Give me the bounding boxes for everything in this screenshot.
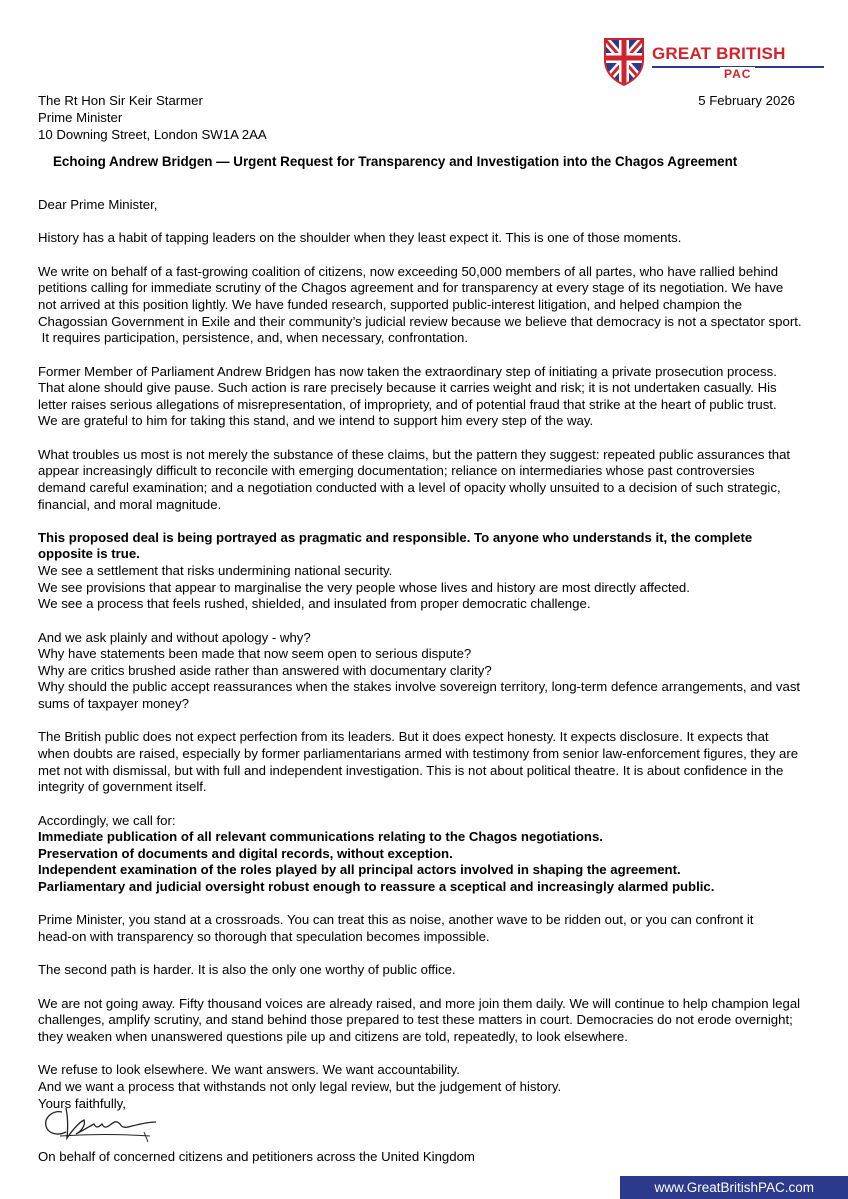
paragraph-line: Prime Minister, you stand at a crossroads. You can treat this as noise, another wave to be ridden out, or you can confront it xyxy=(38,912,754,928)
paragraph-1: History has a habit of tapping leaders on the shoulder when they least expect it. This is one of those moments. xyxy=(38,230,682,246)
recipient-name: The Rt Hon Sir Keir Starmer xyxy=(38,93,203,108)
footer-bar xyxy=(620,1176,848,1199)
paragraph-line: Why are critics brushed aside rather than answered with documentary clarity? xyxy=(38,662,492,678)
bold-statement-line: opposite is true. xyxy=(38,546,140,562)
paragraph-5 xyxy=(38,530,838,613)
recipient-block xyxy=(38,92,267,143)
paragraph-7 xyxy=(38,729,838,795)
letter-subject: Echoing Andrew Bridgen — Urgent Request for Transparency and Investigation into the Chagos Agreement xyxy=(53,154,738,169)
paragraph-line: not arrived at this position lightly. We have funded research, supported public-interest litigation, and helped champion the xyxy=(38,296,742,312)
footer-fine-print xyxy=(0,1193,620,1199)
paragraph-line: And we want a process that withstands not only legal review, but the judgement of history. xyxy=(38,1078,562,1094)
paragraph-line: And we ask plainly and without apology - why? xyxy=(38,629,311,645)
paragraph-10: The second path is harder. It is also the only one worthy of public office. xyxy=(38,962,456,978)
paragraph-line: head-on with transparency so thorough that speculation becomes impossible. xyxy=(38,928,490,944)
paragraph-line: when doubts are raised, especially by former parliamentarians armed with testimony from senior law-enforcement figures, they are xyxy=(38,746,799,762)
paragraph-line: That alone should give pause. Such action is rare precisely because it carries weight and risk; it is not undertaken casually. His xyxy=(38,380,777,396)
demand-item: Immediate publication of all relevant communications relating to the Chagos negotiations. xyxy=(38,829,603,845)
paragraph-line: Why should the public accept reassurances when the stakes involve sovereign territory, long-term defence arrangements, and vast xyxy=(38,679,801,695)
paragraph-9 xyxy=(38,912,838,945)
logo-subtitle: PAC xyxy=(720,67,755,81)
demand-item: Parliamentary and judicial oversight robust enough to reassure a sceptical and increasingly alarmed public. xyxy=(38,878,715,894)
paragraph-line: We are not going away. Fifty thousand voices are already raised, and more join them daily. We will continue to help champion legal xyxy=(38,995,801,1011)
demand-item: Independent examination of the roles played by all principal actors involved in shaping the agreement. xyxy=(38,862,681,878)
paragraph-line: We refuse to look elsewhere. We want answers. We want accountability. xyxy=(38,1062,460,1078)
paragraph-line: met not with dismissal, but with full and independent investigation. This is not about political theatre. It is about confidence in the xyxy=(38,762,784,778)
paragraph-line: It requires participation, persistence, and, when necessary, confrontation. xyxy=(38,330,469,346)
logo-title: GREAT BRITISH xyxy=(652,44,786,63)
paragraph-line: We write on behalf of a fast-growing coalition of citizens, now exceeding 50,000 members of all partes, who have rallied behind xyxy=(38,263,779,279)
paragraph-4 xyxy=(38,447,838,513)
paragraph-line: integrity of government itself. xyxy=(38,779,207,795)
paragraph-line: demand careful examination; and a negotiation conducted with a level of opacity wholly unsuited to a decision of such strategic, xyxy=(38,479,781,495)
paragraph-line: We see provisions that appear to marginalise the very people whose lives and history are most directly affected. xyxy=(38,579,690,595)
brand-logo xyxy=(602,36,832,86)
union-flag-shield-icon xyxy=(602,36,646,86)
paragraph-line: petitions calling for immediate scrutiny of the Chagos agreement and for transparency at every stage of its negotiation. We have xyxy=(38,280,784,296)
paragraph-line: Former Member of Parliament Andrew Bridgen has now taken the extraordinary step of initiating a private prosecution process. xyxy=(38,363,777,379)
paragraph-8 xyxy=(38,813,838,896)
demand-item: Preservation of documents and digital records, without exception. xyxy=(38,845,453,861)
paragraph-line: We see a process that feels rushed, shielded, and insulated from proper democratic challenge. xyxy=(38,596,591,612)
paragraph-line: letter raises serious allegations of misrepresentation, of impropriety, and of potential fraud that strike at the heart of public trust. xyxy=(38,396,777,412)
paragraph-2 xyxy=(38,264,838,347)
letter-date: 5 February 2026 xyxy=(698,93,795,108)
closing: Yours faithfully, xyxy=(38,1095,126,1111)
paragraph-3 xyxy=(38,364,838,430)
paragraph-line: The British public does not expect perfection from its leaders. But it does expect honesty. It expects disclosure. It expects that xyxy=(38,729,769,745)
paragraph-line: Why have statements been made that now seem open to serious dispute? xyxy=(38,646,472,662)
paragraph-line: they weaken when unanswered questions pile up and citizens are told, repeatedly, to look elsewhere. xyxy=(38,1028,628,1044)
letter-body xyxy=(38,197,838,1112)
recipient-role: Prime Minister xyxy=(38,110,123,125)
paragraph-11 xyxy=(38,996,838,1046)
paragraph-line: sums of taxpayer money? xyxy=(38,696,189,712)
paragraph-line: We are grateful to him for taking this stand, and we intend to support him every step of the way. xyxy=(38,413,594,429)
footer-website-link[interactable]: www.GreatBritishPAC.com xyxy=(654,1180,814,1195)
paragraph-line: financial, and moral magnitude. xyxy=(38,496,222,512)
recipient-address: 10 Downing Street, London SW1A 2AA xyxy=(38,127,267,142)
paragraph-line: We see a settlement that risks undermining national security. xyxy=(38,563,393,579)
paragraph-line: appear increasingly difficult to reconcile with emerging documentation; reliance on intermediaries whose past controversies xyxy=(38,463,755,479)
paragraph-line: Chagossian Government in Exile and their community’s judicial review because we believe that democracy is not a spectator sport. xyxy=(38,313,802,329)
on-behalf-line: On behalf of concerned citizens and petitioners across the United Kingdom xyxy=(38,1149,475,1164)
handwritten-signature xyxy=(40,1098,180,1148)
paragraph-line: What troubles us most is not merely the substance of these claims, but the pattern they suggest: repeated public assurances that xyxy=(38,446,791,462)
paragraph-line: challenges, amplify scrutiny, and stand behind those prepared to test these matters in court. Democracies do not erode overnight; xyxy=(38,1012,793,1028)
bold-statement-line: This proposed deal is being portrayed as pragmatic and responsible. To anyone who understands it, the complete xyxy=(38,529,753,545)
paragraph-6 xyxy=(38,630,838,713)
paragraph-line: Accordingly, we call for: xyxy=(38,812,176,828)
salutation: Dear Prime Minister, xyxy=(38,197,158,212)
